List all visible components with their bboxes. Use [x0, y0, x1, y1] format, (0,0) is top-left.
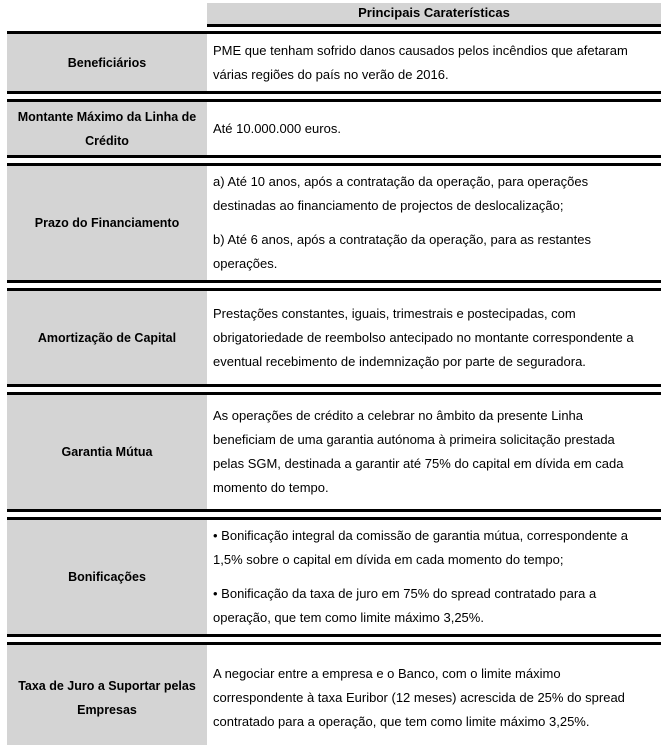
- row-paragraph: Até 10.000.000 euros.: [213, 120, 341, 136]
- row-label: Taxa de Juro a Suportar pelas Empresas: [7, 645, 207, 745]
- row-paragraph: • Bonificação da taxa de juro em 75% do spread contratado para a operação, que tem como limite máximo 3,25%.: [213, 586, 597, 625]
- table-row: [7, 31, 661, 94]
- header-spacer: [7, 3, 207, 27]
- row-value: [207, 395, 661, 509]
- row-label: Bonificações: [7, 520, 207, 634]
- row-paragraph: PME que tenham sofrido danos causados pelos incêndios que afetaram várias regiões do país no verão de 2016.: [213, 42, 628, 82]
- row-value: [207, 291, 661, 384]
- row-label: Garantia Mútua: [7, 395, 207, 509]
- row-paragraph: • Bonificação integral da comissão de garantia mútua, correspondente a 1,5% sobre o capital em dívida em cada momento do tempo;: [213, 528, 629, 567]
- row-paragraph: a) Até 10 anos, após a contratação da operação, para operações destinadas ao financiamento de projectos de deslocalização;: [213, 174, 589, 213]
- row-paragraph: b) Até 6 anos, após a contratação da operação, para as restantes operações.: [213, 232, 591, 271]
- table-row: [7, 163, 661, 283]
- row-label: Prazo do Financiamento: [7, 166, 207, 280]
- row-value: [207, 520, 661, 634]
- row-label: Beneficiários: [7, 34, 207, 91]
- table-row: [7, 642, 661, 745]
- row-value: [207, 645, 661, 745]
- table-header-row: [7, 3, 661, 27]
- row-label: Montante Máximo da Linha de Crédito: [7, 102, 207, 155]
- row-paragraph: A negociar entre a empresa e o Banco, com o limite máximo correspondente à taxa Euribor (12 meses) acrescida de 25% do spread contratado para a operação, que tem como limite máximo 3,25%.: [213, 665, 625, 729]
- row-label: Amortização de Capital: [7, 291, 207, 384]
- row-value: [207, 34, 661, 91]
- row-value: [207, 102, 661, 155]
- table-row: [7, 392, 661, 512]
- row-paragraph: As operações de crédito a celebrar no âmbito da presente Linha beneficiam de uma garantia autónoma à primeira solicitação prestada pelas SGM, destinada a garantir até 75% do capital em dívida em cada momento do tempo.: [213, 408, 624, 495]
- table-row: [7, 517, 661, 637]
- row-paragraph: Prestações constantes, iguais, trimestrais e postecipadas, com obrigatoriedade de reembolso antecipado no montante correspondente a eventual recebimento de indemnização por parte de seguradora.: [213, 305, 634, 369]
- table-header-title: Principais Caraterísticas: [207, 3, 661, 27]
- row-value: [207, 166, 661, 280]
- table-row: [7, 288, 661, 387]
- table-row: [7, 99, 661, 158]
